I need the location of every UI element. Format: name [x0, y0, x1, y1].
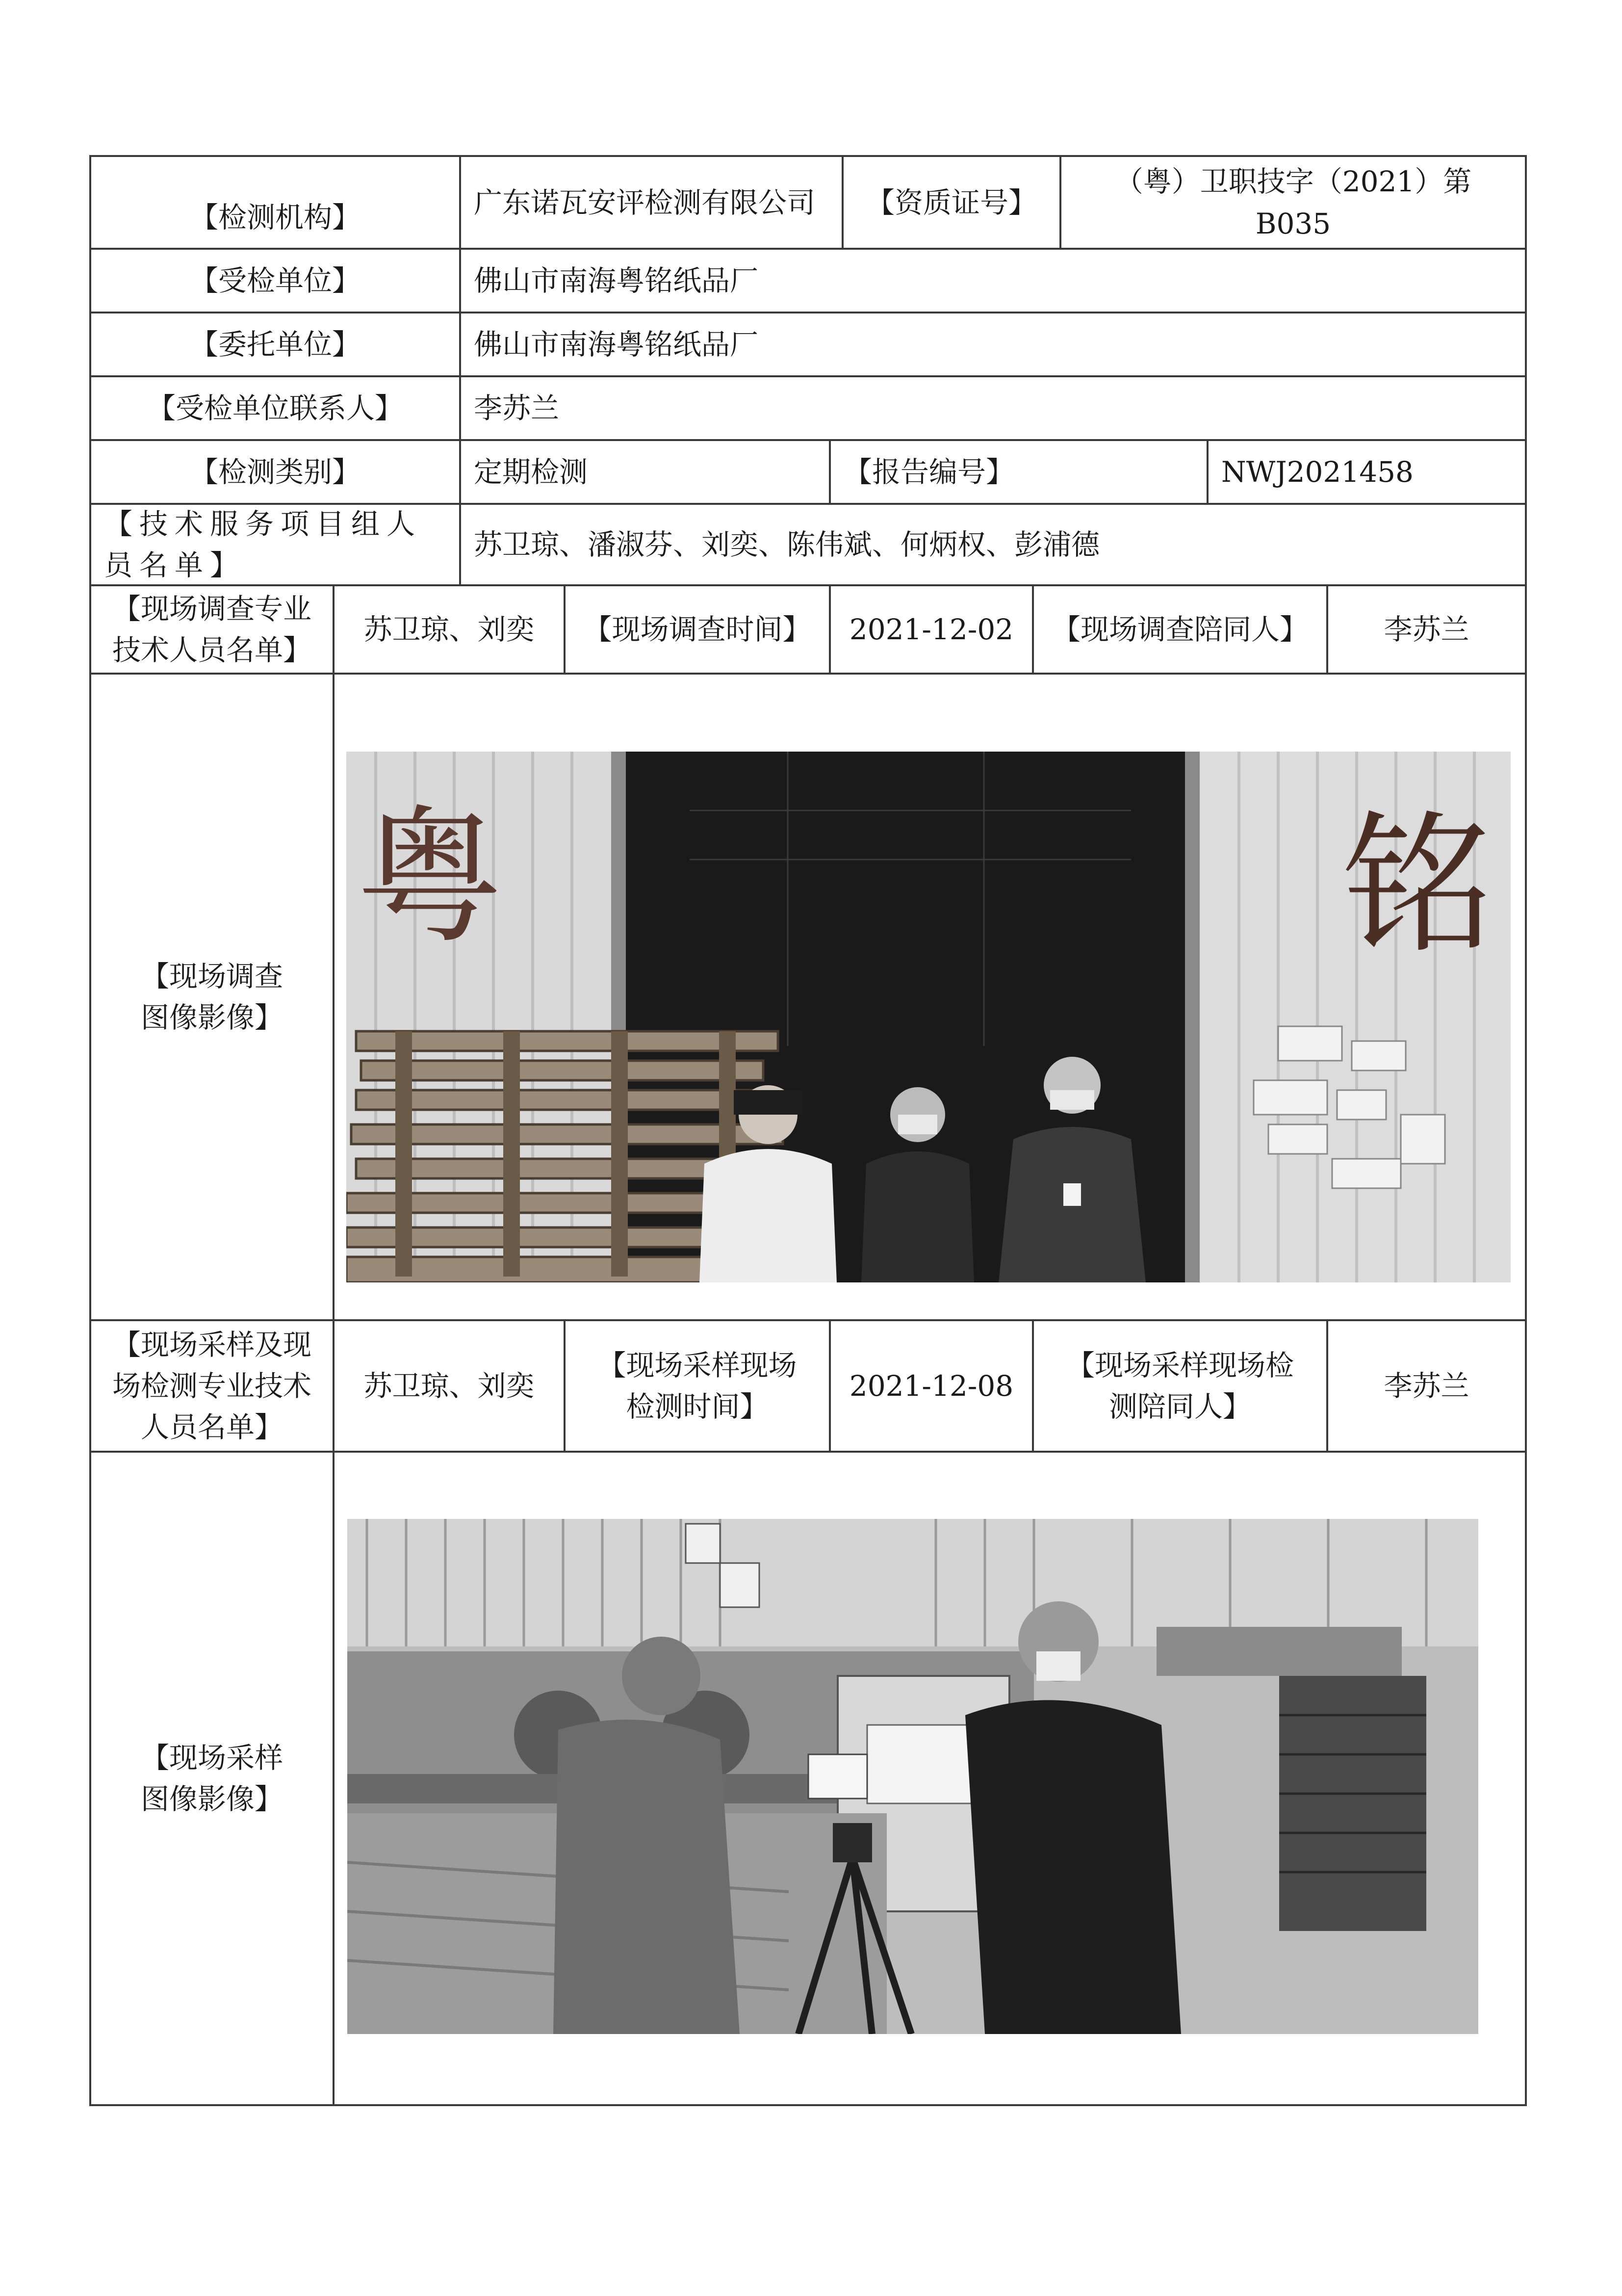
org-value: 广东诺瓦安评检测有限公司 — [459, 155, 844, 250]
survey-staff-value: 苏卫琼、刘奕 — [333, 584, 566, 675]
cert-value: （粤）卫职技字（2021）第 B035 — [1059, 155, 1527, 250]
category-value: 定期检测 — [459, 439, 831, 505]
report-value: NWJ2021458 — [1207, 439, 1527, 505]
org-label: 【检测机构】 — [89, 155, 461, 250]
team-value: 苏卫琼、潘淑芬、刘奕、陈伟斌、何炳权、彭浦德 — [459, 503, 1527, 586]
sign-right-text: 铭 — [1342, 797, 1494, 974]
inspected-value: 佛山市南海粤铭纸品厂 — [459, 248, 1527, 313]
team-label: 【技术服务项目组人员名单】 — [89, 503, 461, 586]
survey-staff-label: 【现场调查专业技术人员名单】 — [89, 584, 335, 675]
sign-left-text: 粤 — [356, 792, 503, 963]
contact-value: 李苏兰 — [459, 375, 1527, 441]
client-value: 佛山市南海粤铭纸品厂 — [459, 312, 1527, 377]
cert-label: 【资质证号】 — [842, 155, 1061, 250]
category-label: 【检测类别】 — [89, 439, 461, 505]
sampling-photo — [347, 1519, 1478, 2034]
inspected-label: 【受检单位】 — [89, 248, 461, 313]
survey-time-value: 2021-12-02 — [829, 584, 1034, 675]
sampling-time-value: 2021-12-08 — [829, 1319, 1034, 1453]
survey-time-label: 【现场调查时间】 — [564, 584, 831, 675]
survey-escort-value: 李苏兰 — [1326, 584, 1527, 675]
client-label: 【委托单位】 — [89, 312, 461, 377]
survey-photo — [346, 752, 1511, 1282]
survey-image-label: 【现场调查图像影像】 — [89, 673, 335, 1321]
survey-escort-label: 【现场调查陪同人】 — [1032, 584, 1328, 675]
sampling-escort-label: 【现场采样现场检测陪同人】 — [1032, 1319, 1328, 1453]
sampling-staff-value: 苏卫琼、刘奕 — [333, 1319, 566, 1453]
sampling-escort-value: 李苏兰 — [1326, 1319, 1527, 1453]
sampling-staff-label: 【现场采样及现场检测专业技术人员名单】 — [89, 1319, 335, 1453]
report-label: 【报告编号】 — [829, 439, 1209, 505]
sampling-time-label: 【现场采样现场检测时间】 — [564, 1319, 831, 1453]
contact-label: 【受检单位联系人】 — [89, 375, 461, 441]
sampling-image-label: 【现场采样图像影像】 — [89, 1451, 335, 2106]
